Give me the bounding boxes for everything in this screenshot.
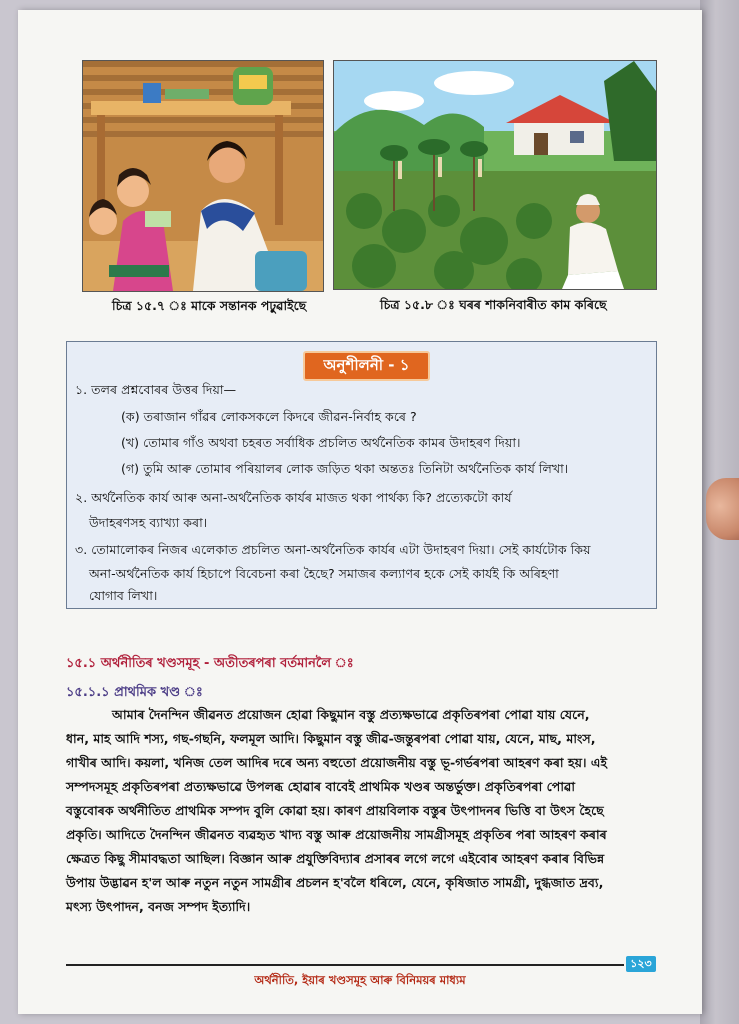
footer-rule bbox=[66, 964, 624, 966]
paragraph-line: আমাৰ দৈনন্দিন জীৱনত প্ৰয়োজন হোৱা কিছুমান বস্তু প্ৰত্যক্ষভাৱে প্ৰকৃতিৰপৰা পোৱা যায় যেনে, bbox=[112, 707, 590, 722]
paragraph-line: প্ৰকৃতি। আদিতে দৈনন্দিন জীৱনত ব্যৱহৃত খাদ্য বস্তু আৰু প্ৰয়োজনীয় সামগ্ৰীসমূহ প্ৰকৃতিৰ পৰা আহৰণ কৰাৰ bbox=[66, 827, 607, 842]
exercise-title: অনুশীলনী - ১ bbox=[303, 351, 430, 381]
exercise-question-3: ৩. তোমালোকৰ নিজৰ এলেকাত প্ৰচলিত অনা-অৰ্থনৈতিক কাৰ্যৰ এটা উদাহৰণ দিয়া। সেই কাৰ্যটোক কিয় bbox=[75, 542, 591, 557]
exercise-question-1c: (গ) তুমি আৰু তোমাৰ পৰিয়ালৰ লোক জড়িত থকা অন্ততঃ তিনিটা অৰ্থনৈতিক কাৰ্য লিখা। bbox=[121, 461, 569, 476]
exercise-question-3-cont: অনা-অৰ্থনৈতিক কাৰ্য হিচাপে বিবেচনা কৰা হৈছে? সমাজৰ কল্যাণৰ হকে সেই কাৰ্যই কি অৰিহণা bbox=[89, 566, 559, 581]
paragraph-line: মৎস্য উৎপাদন, বনজ সম্পদ ইত্যাদি। bbox=[66, 899, 251, 914]
mother-teaching-child-illustration bbox=[82, 60, 324, 292]
exercise-question-1: ১. তলৰ প্ৰশ্নবোৰৰ উত্তৰ দিয়া— bbox=[75, 382, 237, 397]
figure-caption-15-7: চিত্ৰ ১৫.৭ ঃ মাকে সন্তানক পঢ়ুৱাইছে bbox=[112, 298, 307, 313]
page-number: ১২৩ bbox=[626, 956, 656, 972]
paragraph-line: ধান, মাহ আদি শস্য, গছ-গছনি, ফলমূল আদি। কিছুমান বস্তু জীৱ-জন্তুৰপৰা পোৱা যায়, যেনে, মাছ, মাংস, bbox=[66, 731, 596, 746]
paragraph-line: গাখীৰ আদি। কয়লা, খনিজ তেল আদিৰ দৰে অন্য বহুতো প্ৰয়োজনীয় বস্তু ভূ-গৰ্ভৰপৰা আহৰণ কৰা হয়। এই bbox=[66, 755, 608, 770]
running-footer: অৰ্থনীতি, ইয়াৰ খণ্ডসমূহ আৰু বিনিময়ৰ মাধ্যম bbox=[254, 973, 466, 987]
paragraph-line: উপায় উদ্ভাৱন হ'ল আৰু নতুন নতুন সামগ্ৰীৰ প্ৰচলন হ'বলৈ ধৰিলে, যেনে, কৃষিজাত সামগ্ৰী, দুগ্ধজাত দ্ৰব্য, bbox=[66, 875, 604, 890]
paragraph-line: বস্তুবোৰক অৰ্থনীতিত প্ৰাথমিক সম্পদ বুলি কোৱা হয়। কাৰণ প্ৰায়বিলাক বস্তুৰ উৎপাদনৰ ভিত্তি বা উৎস হৈছে bbox=[66, 803, 604, 818]
exercise-question-1b: (খ) তোমাৰ গাঁও অথবা চহৰত সৰ্বাধিক প্ৰচলিত অৰ্থনৈতিক কামৰ উদাহৰণ দিয়া। bbox=[121, 435, 521, 450]
section-heading: ১৫.১ অৰ্থনীতিৰ খণ্ডসমূহ - অতীতৰপৰা বৰ্তমানলৈ ঃ bbox=[66, 656, 354, 671]
exercise-question-2: ২. অৰ্থনৈতিক কাৰ্য আৰু অনা-অৰ্থনৈতিক কাৰ্যৰ মাজত থকা পাৰ্থক্য কি? প্ৰত্যেকটো কাৰ্য bbox=[75, 490, 512, 505]
exercise-question-3-end: যোগাব লিখা। bbox=[89, 588, 158, 603]
figure-caption-15-8: চিত্ৰ ১৫.৮ ঃ ঘৰৰ শাকনিবাৰীত কাম কৰিছে bbox=[380, 297, 607, 312]
exercise-question-2-cont: উদাহৰণসহ ব্যাখ্যা কৰা। bbox=[89, 515, 208, 530]
reader-thumb bbox=[706, 478, 739, 540]
exercise-box bbox=[66, 341, 657, 609]
exercise-question-1a: (ক) তৰাজান গাঁৱৰ লোকসকলে কিদৰে জীৱন-নিৰ্বাহ কৰে ? bbox=[121, 409, 417, 424]
kitchen-garden-illustration bbox=[333, 60, 657, 290]
subsection-heading: ১৫.১.১ প্ৰাথমিক খণ্ড ঃ bbox=[66, 685, 203, 700]
paragraph-line: সম্পদসমূহ প্ৰকৃতিৰপৰা প্ৰত্যক্ষভাৱে উপলব্ধ হোৱাৰ বাবেই প্ৰাথমিক খণ্ডৰ অন্তৰ্ভুক্ত। প্ৰকৃতিৰপৰা পোৱা bbox=[66, 779, 576, 794]
paragraph-line: ক্ষেত্ৰত কিছু সীমাবদ্ধতা আছিল। বিজ্ঞান আৰু প্ৰযুক্তিবিদ্যাৰ প্ৰসাৰৰ লগে লগে এইবোৰ আহৰণ কৰাৰ বিভিন্ন bbox=[66, 851, 605, 866]
